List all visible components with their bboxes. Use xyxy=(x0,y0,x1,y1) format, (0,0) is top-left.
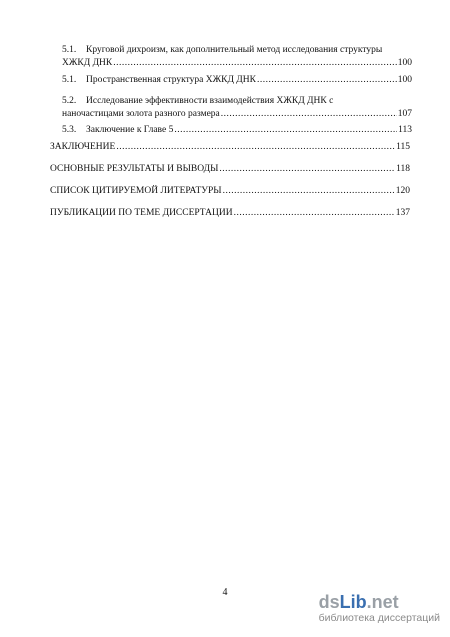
dslib-logo: dsLib.net xyxy=(318,592,399,612)
dot-leader xyxy=(257,74,397,87)
dot-leader xyxy=(234,207,395,220)
toc-page-number: 137 xyxy=(395,208,410,218)
toc-entry-publications xyxy=(50,207,410,220)
toc-page-number: 100 xyxy=(397,58,412,68)
toc-entry-5-1-structure xyxy=(62,74,412,87)
dot-leader xyxy=(116,141,395,154)
toc-entry-5-3 xyxy=(62,124,412,137)
toc-page-number: 107 xyxy=(397,109,412,119)
toc-entry-title: Круговой дихроизм, как дополнительный метод исследования структуры xyxy=(86,45,383,55)
toc-entry-references xyxy=(50,185,410,198)
toc-entry-title: СПИСОК ЦИТИРУЕМОЙ ЛИТЕРАТУРЫ xyxy=(50,186,222,196)
dslib-watermark[interactable] xyxy=(319,592,440,624)
toc-entry-results xyxy=(50,163,410,176)
toc-entry-title: ЗАКЛЮЧЕНИЕ xyxy=(50,142,116,152)
toc-page-number: 120 xyxy=(395,186,410,196)
toc-entry-title: ОСНОВНЫЕ РЕЗУЛЬТАТЫ И ВЫВОДЫ xyxy=(50,164,219,174)
toc-entry-title: ПУБЛИКАЦИИ ПО ТЕМЕ ДИССЕРТАЦИИ xyxy=(50,208,233,218)
dot-leader xyxy=(219,163,395,176)
toc-page-number: 100 xyxy=(397,75,412,85)
toc-entry-number: 5.2. xyxy=(62,96,77,106)
toc-entry-title-continued: ХЖКД ДНК xyxy=(62,58,113,68)
dot-leader xyxy=(174,124,397,137)
toc-entry-title: Заключение к Главе 5 xyxy=(86,125,174,135)
dot-leader xyxy=(221,108,397,121)
page-number: 4 xyxy=(222,587,228,598)
toc-entry-number: 5.1. xyxy=(62,45,77,55)
toc-entry-number: 5.1. xyxy=(62,75,77,85)
toc-page-number: 118 xyxy=(396,164,410,174)
toc-page-number: 113 xyxy=(398,125,412,135)
toc-entry-title-continued: наночастицами золота разного размера xyxy=(62,109,220,119)
toc-entry-title: Исследование эффективности взаимодействия ХЖКД ДНК с xyxy=(86,96,334,106)
toc-entry-conclusion xyxy=(50,141,410,154)
toc-entry-number: 5.3. xyxy=(62,125,77,135)
toc-entry-5-2 xyxy=(62,95,412,121)
toc-entry-5-1-cd xyxy=(62,44,412,70)
toc-page-number: 115 xyxy=(396,142,410,152)
dslib-tagline: библиотека диссертаций xyxy=(318,612,440,624)
toc-entry-title: Пространственная структура ХЖКД ДНК xyxy=(86,75,256,85)
dot-leader xyxy=(113,57,397,70)
dot-leader xyxy=(223,185,395,198)
